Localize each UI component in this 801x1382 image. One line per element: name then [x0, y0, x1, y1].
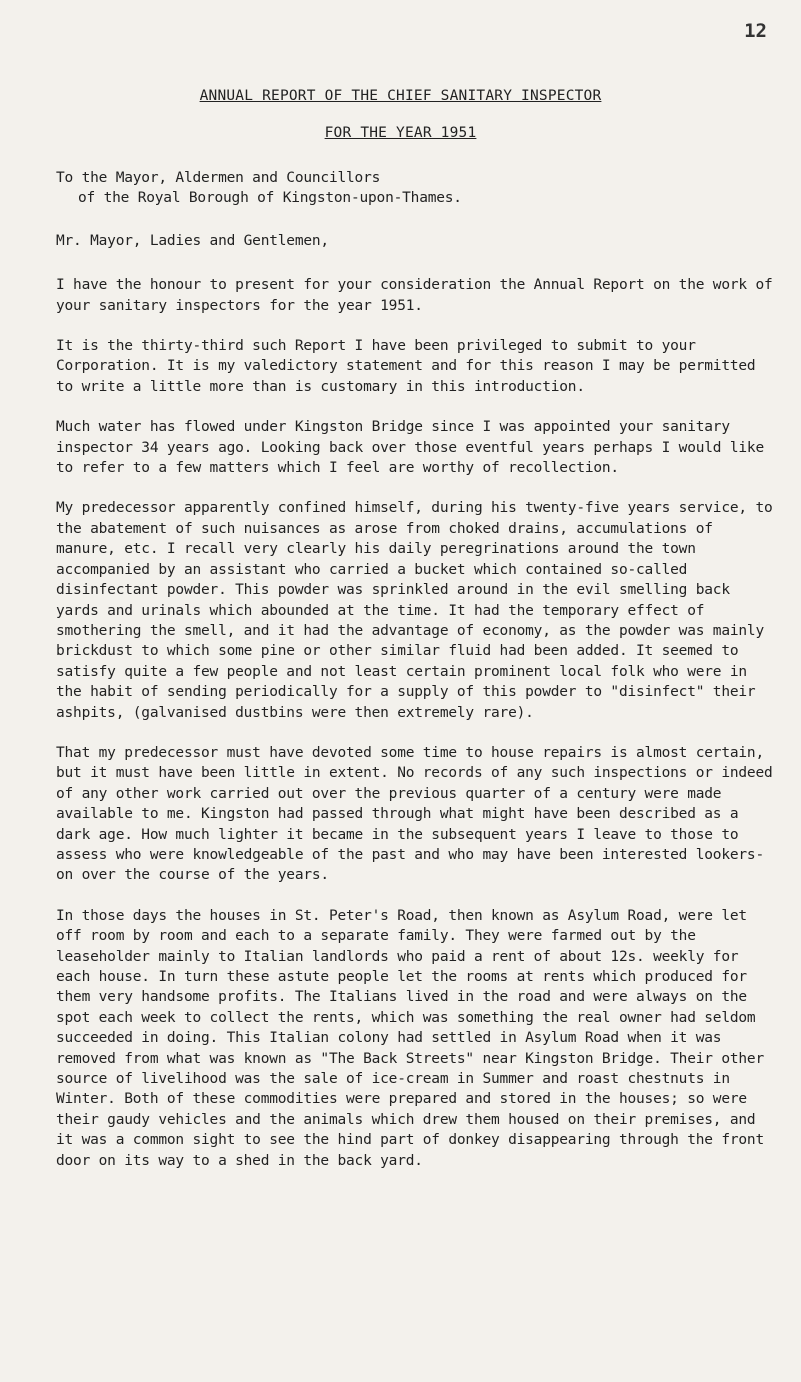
paragraph: In those days the houses in St. Peter's Road, then known as Asylum Road, were let off room by room and each to a separate family. They were farmed out by the leaseholder mainly to Italian landlords who paid a rent of about 12s. weekly for each house. In turn these astute people let the rooms at rents which produced for them very handsome profits. The Italians lived in the road and were always on the spot each week to collect the rents, which was something the real owner had seldom succeeded in doing. This Italian colony had settled in Asylum Road when it was removed from what was known as "The Back Streets" near Kingston Bridge. Their other source of livelihood was the sale of ice-cream in Summer and roast chestnuts in Winter. Both of these commodities were prepared and stored in the houses; so were their gaudy vehicles and the animals which drew them housed on their premises, and it was a common sight to see the hind part of donkey disappearing through the front door on its way to a shed in the back yard. [56, 907, 764, 1169]
address-line-2: of the Royal Borough of Kingston-upon-Thames. [78, 190, 462, 207]
paragraph: That my predecessor must have devoted some time to house repairs is almost certain, but it must have been little in extent. No records of any such inspections or indeed of any other work carried out over the previous quarter of a century were made available to me. Kingston had passed through what might have been described as a dark age. How much lighter it became in the subsequent years I leave to those to assess who were knowledgeable of the past and who may have been interested lookers-on over the course of the years. [56, 744, 773, 884]
address-block [56, 168, 780, 209]
report-subtitle: FOR THE YEAR 1951 [324, 125, 477, 141]
salutation: Mr. Mayor, Ladies and Gentlemen, [56, 232, 329, 249]
paragraph: It is the thirty-third such Report I have been privileged to submit to your Corporation. It is my valedictory statement and for this reason I may be permitted to write a little more than is customary in this introduction. [56, 338, 756, 395]
report-title: ANNUAL REPORT OF THE CHIEF SANITARY INSPECTOR [199, 88, 602, 104]
address-line-1: To the Mayor, Aldermen and Councillors [56, 170, 381, 186]
paragraph: My predecessor apparently confined himself, during his twenty-five years service, to the abatement of such nuisances as arose from choked drains, accumulations of manure, etc. I recall very clearly his daily peregrinations around the town accompanied by an assistant who carried a bucket which contained so-called disinfectant powder. This powder was sprinkled around in the evil smelling back yards and urinals which abounded at the time. It had the temporary effect of smothering the smell, and it had the advantage of economy, as the powder was mainly brickdust to which some pine or other similar fluid had been added. It seemed to satisfy quite a few people and not least certain prominent local folk who were in the habit of sending periodically for a supply of this powder to "disinfect" their ashpits, (galvanised dustbins were then extremely rare). [56, 500, 773, 721]
paragraph: I have the honour to present for your consideration the Annual Report on the work of your sanitary inspectors for the year 1951. [56, 277, 773, 314]
letter-body [56, 168, 780, 1171]
page-number: 12 [744, 20, 767, 42]
paragraph: Much water has flowed under Kingston Bridge since I was appointed your sanitary inspector 34 years ago. Looking back over those eventful years perhaps I would like to refer to a few matters which I feel are worthy of recollection. [56, 419, 764, 477]
